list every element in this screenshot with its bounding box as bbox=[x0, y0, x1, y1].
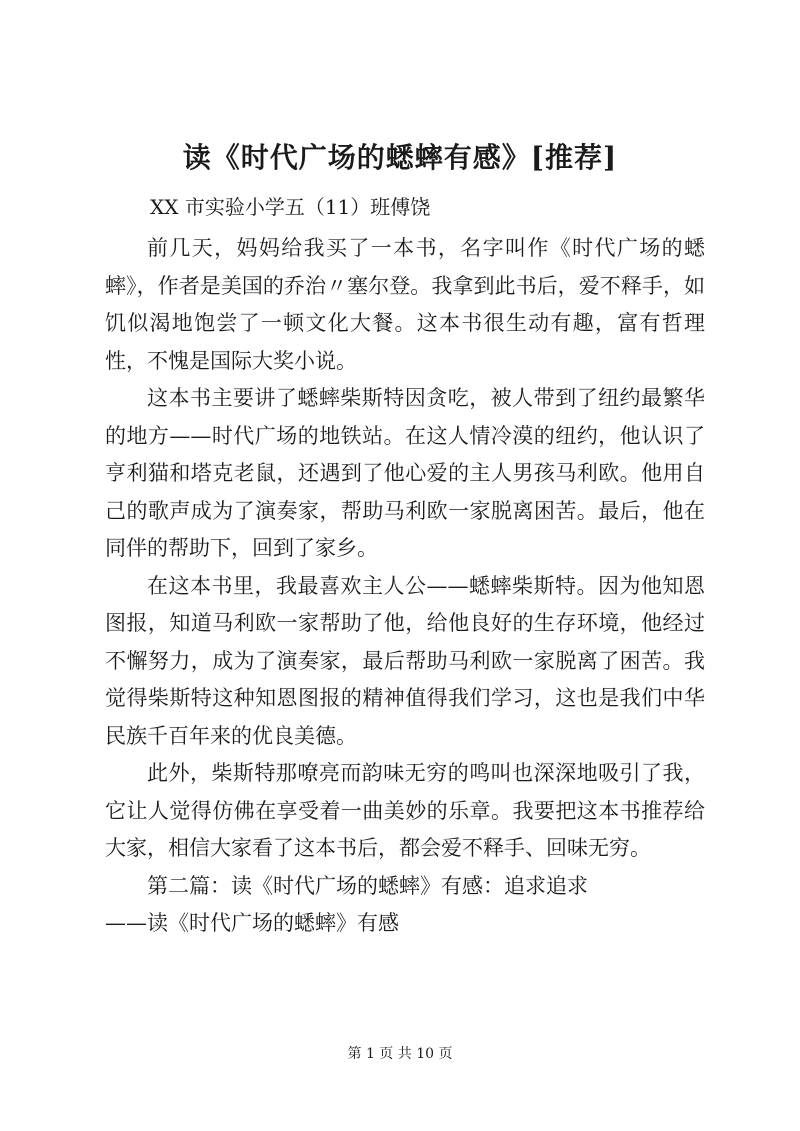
paragraph-4: 此外，柴斯特那嘹亮而韵味无穷的鸣叫也深深地吸引了我，它让人觉得仿佛在享受着一曲美妙的乐章。我要把这本书推荐给大家，相信大家看了这本书后，都会爱不释手、回味无穷。 bbox=[105, 761, 705, 860]
document-body bbox=[105, 230, 705, 943]
author-byline: XX 市实验小学五（11）班傅饶 bbox=[150, 195, 431, 219]
paragraph-1: 前几天，妈妈给我买了一本书，名字叫作《时代广场的蟋蟀》，作者是美国的乔治〃塞尔登。我拿到此书后，爱不释手，如饥似渴地饱尝了一顿文化大餐。这本书很生动有趣，富有哲理性，不愧是国际大奖小说。 bbox=[105, 236, 705, 373]
paragraph-3: 在这本书里，我最喜欢主人公——蟋蟀柴斯特。因为他知恩图报，知道马利欧一家帮助了他，给他良好的生存环境，他经过不懈努力，成为了演奏家，最后帮助马利欧一家脱离了困苦。我觉得柴斯特这种知恩图报的精神值得我们学习，这也是我们中华民族千百年来的优良美德。 bbox=[105, 573, 705, 748]
paragraph-2: 这本书主要讲了蟋蟀柴斯特因贪吃，被人带到了纽约最繁华的地方——时代广场的地铁站。在这人情冷漠的纽约，他认识了亨利猫和塔克老鼠，还遇到了他心爱的主人男孩马利欧。他用自己的歌声成为了演奏家，帮助马利欧一家脱离困苦。最后，他在同伴的帮助下，回到了家乡。 bbox=[105, 386, 705, 560]
second-article-heading: 第二篇：读《时代广场的蟋蟀》有感：追求追求 bbox=[147, 873, 588, 898]
second-article-subheading: ——读《时代广场的蟋蟀》有感 bbox=[105, 911, 399, 935]
page-number-footer: 第 1 页 共 10 页 bbox=[347, 1046, 453, 1062]
document-title: 读《时代广场的蟋蟀有感》[推荐] bbox=[182, 141, 618, 174]
